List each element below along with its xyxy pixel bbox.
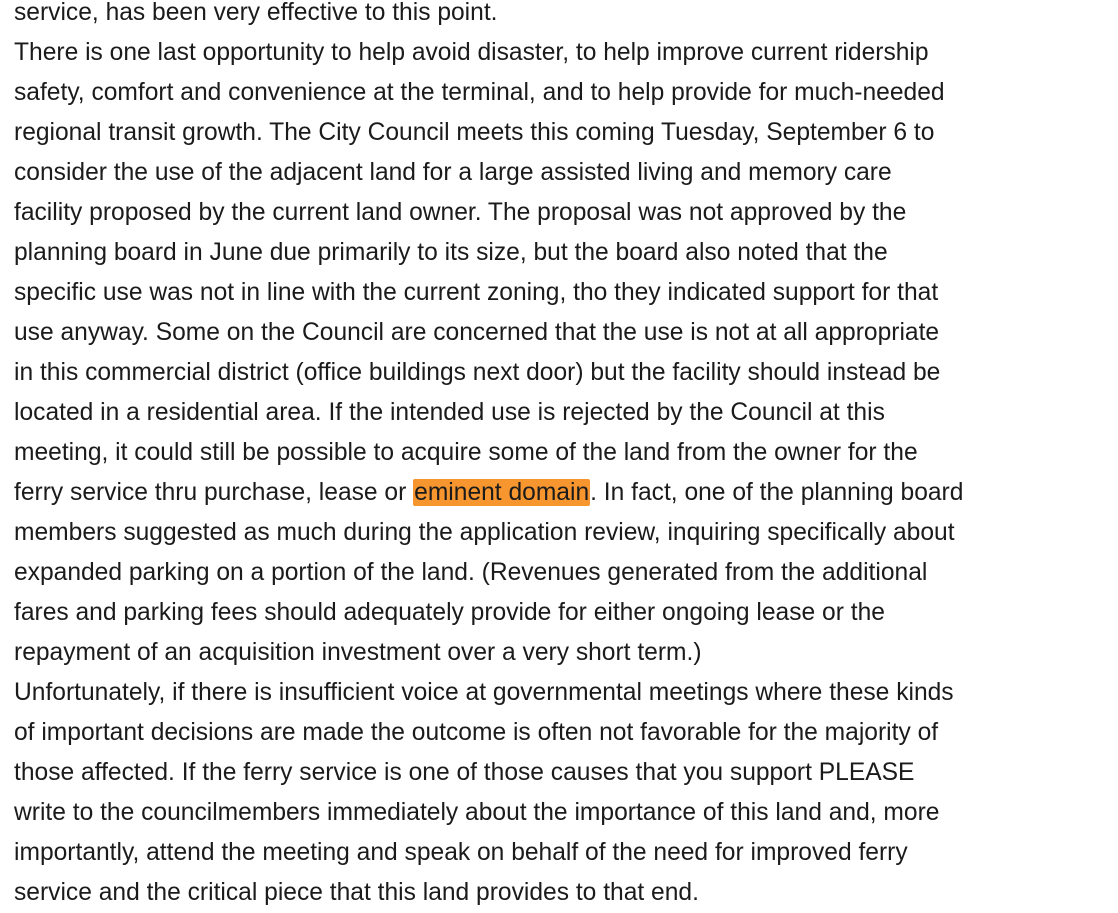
text-line: in this commercial district (office buildings next door) but the facility should instead be <box>14 359 941 386</box>
text-line: write to the councilmembers immediately about the importance of this land and, more <box>14 799 940 826</box>
text-line: fares and parking fees should adequately provide for either ongoing lease or the <box>14 599 885 626</box>
text-line: service, has been very effective to this point. <box>14 0 498 26</box>
text-line: repayment of an acquisition investment over a very short term.) <box>14 639 702 666</box>
text-after-highlight: . In fact, one of the planning board <box>590 479 964 506</box>
text-line: safety, comfort and convenience at the terminal, and to help provide for much-needed <box>14 79 945 106</box>
text-line: Unfortunately, if there is insufficient voice at governmental meetings where these kinds <box>14 679 954 706</box>
text-line: specific use was not in line with the current zoning, tho they indicated support for that <box>14 279 939 306</box>
text-line: those affected. If the ferry service is one of those causes that you support PLEASE <box>14 759 915 786</box>
paragraph-fragment <box>14 0 1112 33</box>
text-line: There is one last opportunity to help avoid disaster, to help improve current ridership <box>14 39 929 66</box>
text-line: regional transit growth. The City Council meets this coming Tuesday, September 6 to <box>14 119 935 146</box>
highlighted-term[interactable]: eminent domain <box>414 479 590 506</box>
text-before-highlight: ferry service thru purchase, lease or <box>14 479 414 506</box>
text-line: expanded parking on a portion of the land. (Revenues generated from the additional <box>14 559 928 586</box>
document-body <box>14 0 1112 913</box>
paragraph-opportunity <box>14 33 1112 673</box>
text-line: members suggested as much during the application review, inquiring specifically about <box>14 519 955 546</box>
text-line: located in a residential area. If the intended use is rejected by the Council at this <box>14 399 885 426</box>
text-line: consider the use of the adjacent land for a large assisted living and memory care <box>14 159 892 186</box>
text-line: planning board in June due primarily to its size, but the board also noted that the <box>14 239 888 266</box>
text-line: of important decisions are made the outcome is often not favorable for the majority of <box>14 719 939 746</box>
paragraph-call-to-action <box>14 673 1112 913</box>
text-line: use anyway. Some on the Council are concerned that the use is not at all appropriate <box>14 319 940 346</box>
text-line-with-highlight <box>14 473 1112 513</box>
text-line: facility proposed by the current land owner. The proposal was not approved by the <box>14 199 907 226</box>
text-line: importantly, attend the meeting and speak on behalf of the need for improved ferry <box>14 839 908 866</box>
text-line: meeting, it could still be possible to acquire some of the land from the owner for the <box>14 439 918 466</box>
text-line: service and the critical piece that this land provides to that end. <box>14 879 699 906</box>
